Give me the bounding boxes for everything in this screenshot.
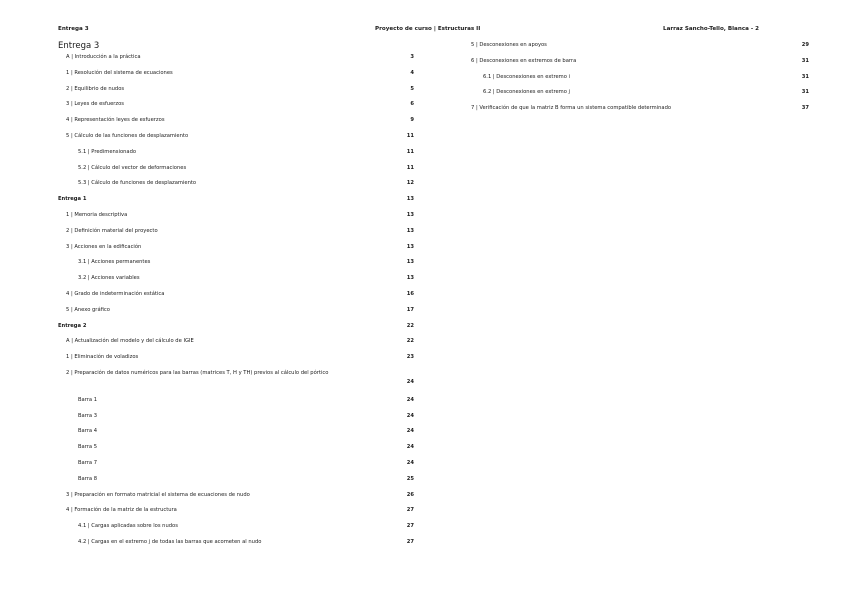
toc-entry[interactable] — [58, 507, 414, 523]
toc-entry-page: 25 — [406, 475, 414, 482]
toc-entry-title: 4 | Representación leyes de esfuerzos — [66, 117, 165, 124]
toc-entry[interactable] — [58, 54, 414, 70]
toc-entry-title: 1 | Eliminación de voladizos — [66, 354, 139, 361]
toc-entry-title: 3 | Preparación en formato matricial el sistema de ecuaciones de nudo — [66, 491, 250, 498]
toc-entry-title: 6 | Desconexiones en extremos de barra — [471, 57, 577, 64]
toc-entry-title: 2 | Definición material del proyecto — [66, 227, 158, 234]
toc-entry[interactable] — [58, 275, 414, 291]
document-heading: Entrega 3 — [58, 41, 100, 51]
header-left: Entrega 3 — [58, 26, 89, 32]
toc-entry-title: Barra 5 — [78, 444, 98, 451]
toc-entry-title: Barra 4 — [78, 428, 98, 435]
toc-entry-page: 12 — [406, 180, 414, 187]
toc-entry[interactable] — [58, 86, 414, 102]
toc-entry[interactable] — [58, 165, 414, 181]
toc-entry-page: 23 — [406, 354, 414, 361]
toc-entry-page: 9 — [410, 117, 414, 124]
toc-entry-title: 3.1 | Acciones permanentes — [78, 259, 151, 266]
toc-entry-title: 1 | Resolución del sistema de ecuaciones — [66, 69, 173, 76]
toc-entry-page: 6 — [410, 101, 414, 108]
toc-entry-page: 27 — [406, 523, 414, 530]
toc-entry-title: 5.3 | Cálculo de funciones de desplazamiento — [78, 180, 197, 187]
toc-entry-page: 22 — [406, 322, 414, 329]
toc-entry-title: 3 | Leyes de esfuerzos — [66, 101, 125, 108]
toc-entry-title: 5 | Cálculo de las funciones de desplazamiento — [66, 133, 189, 139]
toc-entry-title: 5.2 | Cálculo del vector de deformaciones — [78, 164, 187, 171]
toc-entry-page: 13 — [406, 196, 414, 203]
toc-entry[interactable] — [58, 428, 414, 444]
toc-entry-page: 13 — [406, 212, 414, 218]
toc-entry-page: 27 — [406, 539, 414, 546]
header-right: Larraz Sancho-Tello, Blanca - 2 — [663, 26, 760, 32]
toc-entry-title: 7 | Verificación de que la matriz B forma un sistema compatible determinado — [471, 105, 672, 112]
toc-entry[interactable] — [58, 476, 414, 492]
toc-entry-page: 4 — [410, 69, 414, 76]
toc-entry-title: Entrega 1 — [58, 196, 87, 203]
toc-entry[interactable] — [58, 212, 414, 228]
toc-entry-page: 24 — [406, 444, 414, 451]
toc-entry[interactable] — [58, 259, 414, 275]
toc-entry-title: 3.2 | Acciones variables — [78, 275, 140, 282]
toc-entry-title: 4.2 | Cargas en el extremo j de todas las barras que acometen al nudo — [78, 539, 262, 546]
toc-entry-page: 17 — [406, 306, 414, 313]
toc-entry-title: Entrega 2 — [58, 322, 87, 329]
header-center: Proyecto de curso | Estructuras II — [375, 26, 481, 32]
toc-entry[interactable] — [58, 101, 414, 117]
toc-entry-title: 4 | Grado de indeterminación estática — [66, 291, 165, 297]
toc-entry-page: 37 — [801, 105, 809, 112]
toc-entry[interactable] — [58, 70, 414, 86]
toc-entry-page: 13 — [406, 275, 414, 282]
toc-entry[interactable] — [58, 117, 414, 133]
toc-entry-title: Barra 7 — [78, 460, 98, 467]
toc-entry-page: 11 — [406, 133, 414, 139]
toc-entry-title: A | Actualización del modelo y del cálculo de IGIE — [66, 338, 194, 345]
toc-entry[interactable] — [463, 89, 809, 105]
toc-entry-page: 24 — [406, 428, 414, 435]
toc-entry-title: 6.1 | Desconexiones en extremo i — [483, 73, 570, 80]
toc-entry-page: 13 — [406, 227, 414, 234]
toc-entry-page: 31 — [801, 73, 809, 80]
toc-entry[interactable] — [58, 307, 414, 323]
toc-right-column — [463, 42, 809, 122]
toc-entry[interactable] — [58, 323, 414, 339]
toc-entry[interactable] — [58, 444, 414, 460]
toc-entry-title: 5 | Anexo gráfico — [66, 306, 110, 313]
toc-entry-page: 31 — [801, 89, 809, 96]
toc-entry-page: 22 — [406, 338, 414, 345]
toc-entry-page: 13 — [406, 243, 414, 250]
toc-entry-page: 11 — [406, 164, 414, 171]
toc-entry-title: 3 | Acciones en la edificación — [66, 243, 142, 250]
toc-entry[interactable] — [463, 105, 809, 121]
toc-entry-title: Barra 3 — [78, 412, 98, 419]
toc-entry[interactable] — [463, 42, 809, 58]
toc-entry-title: 4 | Formación de la matriz de la estructura — [66, 507, 177, 514]
toc-entry-title: 6.2 | Desconexiones en extremo j — [483, 89, 570, 96]
toc-entry[interactable] — [58, 460, 414, 476]
toc-entry[interactable] — [463, 74, 809, 90]
toc-entry[interactable] — [58, 413, 414, 429]
toc-entry-title: 2 | Equilibrio de nudos — [66, 85, 125, 92]
toc-entry[interactable] — [58, 133, 414, 149]
toc-entry[interactable] — [58, 338, 414, 354]
toc-entry-page: 13 — [406, 259, 414, 266]
toc-entry-title: 2 | Preparación de datos numéricos para las barras (matrices T, H y TH) previos al cálculo del pórtico — [66, 370, 329, 376]
toc-entry-page: 24 — [406, 379, 414, 385]
toc-entry-page: 24 — [406, 412, 414, 419]
toc-entry[interactable] — [58, 149, 414, 165]
toc-entry-title: 1 | Memoria descriptiva — [66, 212, 128, 218]
toc-entry-page: 3 — [410, 54, 414, 60]
toc-entry[interactable] — [463, 58, 809, 74]
toc-entry[interactable] — [58, 397, 414, 413]
toc-entry[interactable] — [58, 354, 414, 370]
toc-entry[interactable] — [58, 180, 414, 196]
toc-entry-page: 31 — [801, 57, 809, 64]
toc-entry-title: 4.1 | Cargas aplicadas sobre los nudos — [78, 523, 178, 530]
toc-entry-page: 11 — [406, 148, 414, 155]
toc-entry-page: 24 — [406, 396, 414, 403]
toc-entry[interactable] — [58, 228, 414, 244]
toc-entry-page: 16 — [406, 291, 414, 297]
toc-entry-page: 5 — [410, 85, 414, 92]
toc-entry-page: 27 — [406, 507, 414, 514]
toc-entry-title: A | Introducción a la práctica — [66, 54, 141, 60]
toc-entry-title: 5.1 | Predimensionado — [78, 148, 137, 155]
toc-left-column — [58, 54, 414, 574]
toc-entry[interactable] — [58, 244, 414, 260]
toc-entry-page: 24 — [406, 460, 414, 467]
toc-entry[interactable] — [58, 523, 414, 539]
toc-entry[interactable] — [58, 291, 414, 307]
toc-entry-page: 29 — [801, 42, 809, 48]
toc-entry[interactable] — [58, 539, 414, 555]
toc-entry[interactable] — [58, 492, 414, 508]
toc-entry-title: 5 | Desconexiones en apoyos — [471, 42, 547, 48]
toc-entry-title: Barra 1 — [78, 396, 98, 403]
toc-entry[interactable] — [58, 196, 414, 212]
toc-entry-title: Barra 8 — [78, 475, 98, 482]
toc-entry[interactable] — [58, 370, 414, 397]
toc-entry-page: 26 — [406, 491, 414, 498]
